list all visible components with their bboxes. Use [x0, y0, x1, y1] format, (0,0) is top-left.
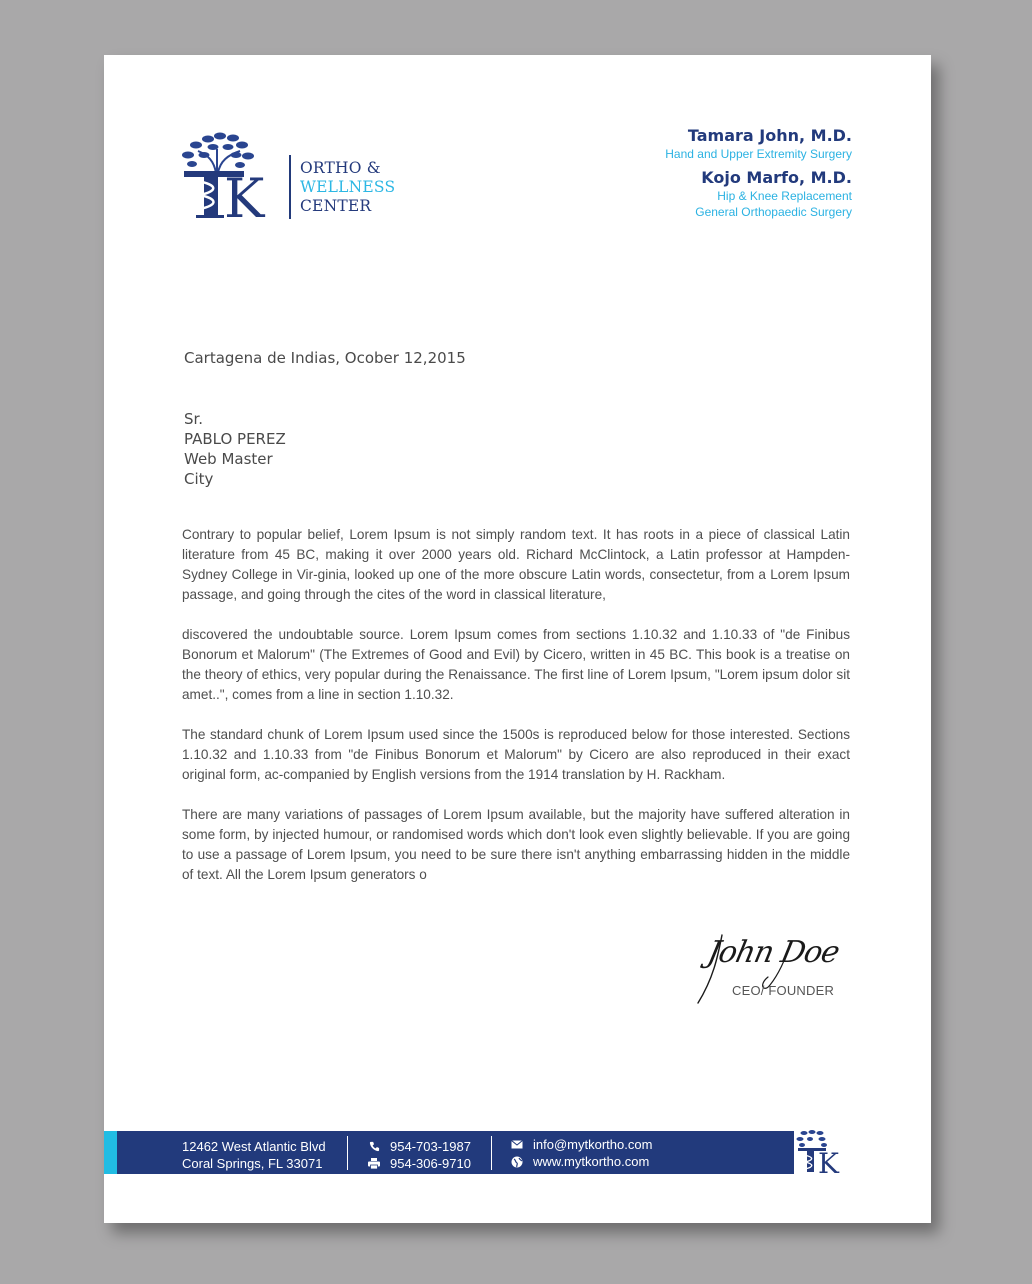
logo-wordmark: [300, 159, 395, 216]
fax-row: [368, 1155, 471, 1172]
doctors-list: [665, 126, 852, 220]
company-logo: [178, 131, 403, 223]
doctor-specialty: Hip & Knee Replacement: [717, 189, 852, 203]
letter-body: [182, 525, 850, 905]
doctor-entry: [665, 126, 852, 162]
email-row: [511, 1136, 652, 1153]
envelope-icon: [511, 1139, 523, 1151]
recipient-city: City: [184, 470, 214, 488]
svg-text:K: K: [818, 1147, 839, 1175]
signature-title: CEO/ FOUNDER: [732, 983, 835, 998]
footer-accent-stripe: [104, 1131, 117, 1174]
address-line-2: Coral Springs, FL 33071: [182, 1156, 323, 1171]
logo-line-wellness: WELLNESS: [300, 178, 396, 196]
recipient-block: [184, 409, 286, 489]
email-link[interactable]: info@mytkortho.com: [533, 1137, 653, 1152]
body-paragraph: There are many variations of passages of Lorem Ipsum available, but the majority have suffered alteration in some form, by injected humour, or randomised words which don't look even slightly believable. If you are going to use a passage of Lorem Ipsum, you need to be sure there isn't anything embarrassing hidden in the middle of text. All the Lorem Ipsum generators o: [182, 807, 850, 882]
doctor-name: Tamara John, M.D.: [687, 126, 852, 145]
footer-phones: [368, 1138, 471, 1172]
logo-monogram-k: K: [224, 167, 265, 223]
phone-icon: [368, 1141, 380, 1153]
globe-icon: [511, 1156, 523, 1168]
recipient-title: Web Master: [184, 450, 273, 468]
address-line-1: 12462 West Atlantic Blvd: [182, 1139, 326, 1154]
doctor-name: Kojo Marfo, M.D.: [701, 168, 852, 187]
phone-row: [368, 1138, 471, 1155]
logo-line-ortho: ORTHO &: [300, 159, 381, 177]
logo-divider: [289, 155, 291, 219]
fax-icon: [368, 1158, 380, 1170]
handwritten-signature: John Doe: [704, 935, 842, 970]
recipient-name: PABLO PEREZ: [184, 430, 286, 448]
footer-divider: [491, 1136, 492, 1170]
website-link[interactable]: www.mytkortho.com: [533, 1154, 650, 1169]
body-paragraph: discovered the undoubtable source. Lorem Ipsum comes from sections 1.10.32 and 1.10.33 of "de Finibus Bonorum et Malorum" (The Extremes of Good and Evil) by Cicero, written in 45 BC. This book is a treatise on the theory of ethics, very popular during the Renaissance. The first line of Lorem Ipsum, "Lorem ipsum dolor sit amet..", comes from a line in section 1.10.32.: [182, 627, 850, 702]
doctor-specialty: Hand and Upper Extremity Surgery: [665, 147, 852, 161]
footer-bar: [104, 1131, 802, 1174]
letterhead-page: [104, 55, 931, 1223]
fax-number: 954-306-9710: [390, 1156, 471, 1171]
tree-tk-monogram-small-icon: [794, 1129, 854, 1175]
doctor-entry: [665, 168, 852, 220]
doctor-specialty: General Orthopaedic Surgery: [695, 205, 852, 219]
tree-tk-monogram-icon: [178, 131, 288, 223]
body-paragraph: The standard chunk of Lorem Ipsum used since the 1500s is reproduced below for those interested. Sections 1.10.32 and 1.10.33 from "de Finibus Bonorum et Malorum" by Cicero are also reproduced in their exact original form, ac-companied by English versions from the 1914 translation by H. Rackham.: [182, 727, 850, 782]
body-paragraph: Contrary to popular belief, Lorem Ipsum is not simply random text. It has roots in a piece of classical Latin literature from 45 BC, making it over 2000 years old. Richard McClintock, a Latin professor at Hampden-Sydney College in Vir-ginia, looked up one of the more obscure Latin words, consectetur, from a Lorem Ipsum passage, and going through the cites of the word in classical literature,: [182, 527, 850, 602]
recipient-salutation: Sr.: [184, 410, 204, 428]
footer-logo: [794, 1129, 854, 1175]
footer-divider: [347, 1136, 348, 1170]
letter-date: Cartagena de Indias, Ocober 12,2015: [184, 349, 466, 367]
logo-line-center: CENTER: [300, 197, 372, 215]
footer-web-contact: [511, 1136, 652, 1170]
website-row: [511, 1153, 652, 1170]
footer-address: [182, 1138, 326, 1172]
phone-number[interactable]: 954-703-1987: [390, 1139, 471, 1154]
